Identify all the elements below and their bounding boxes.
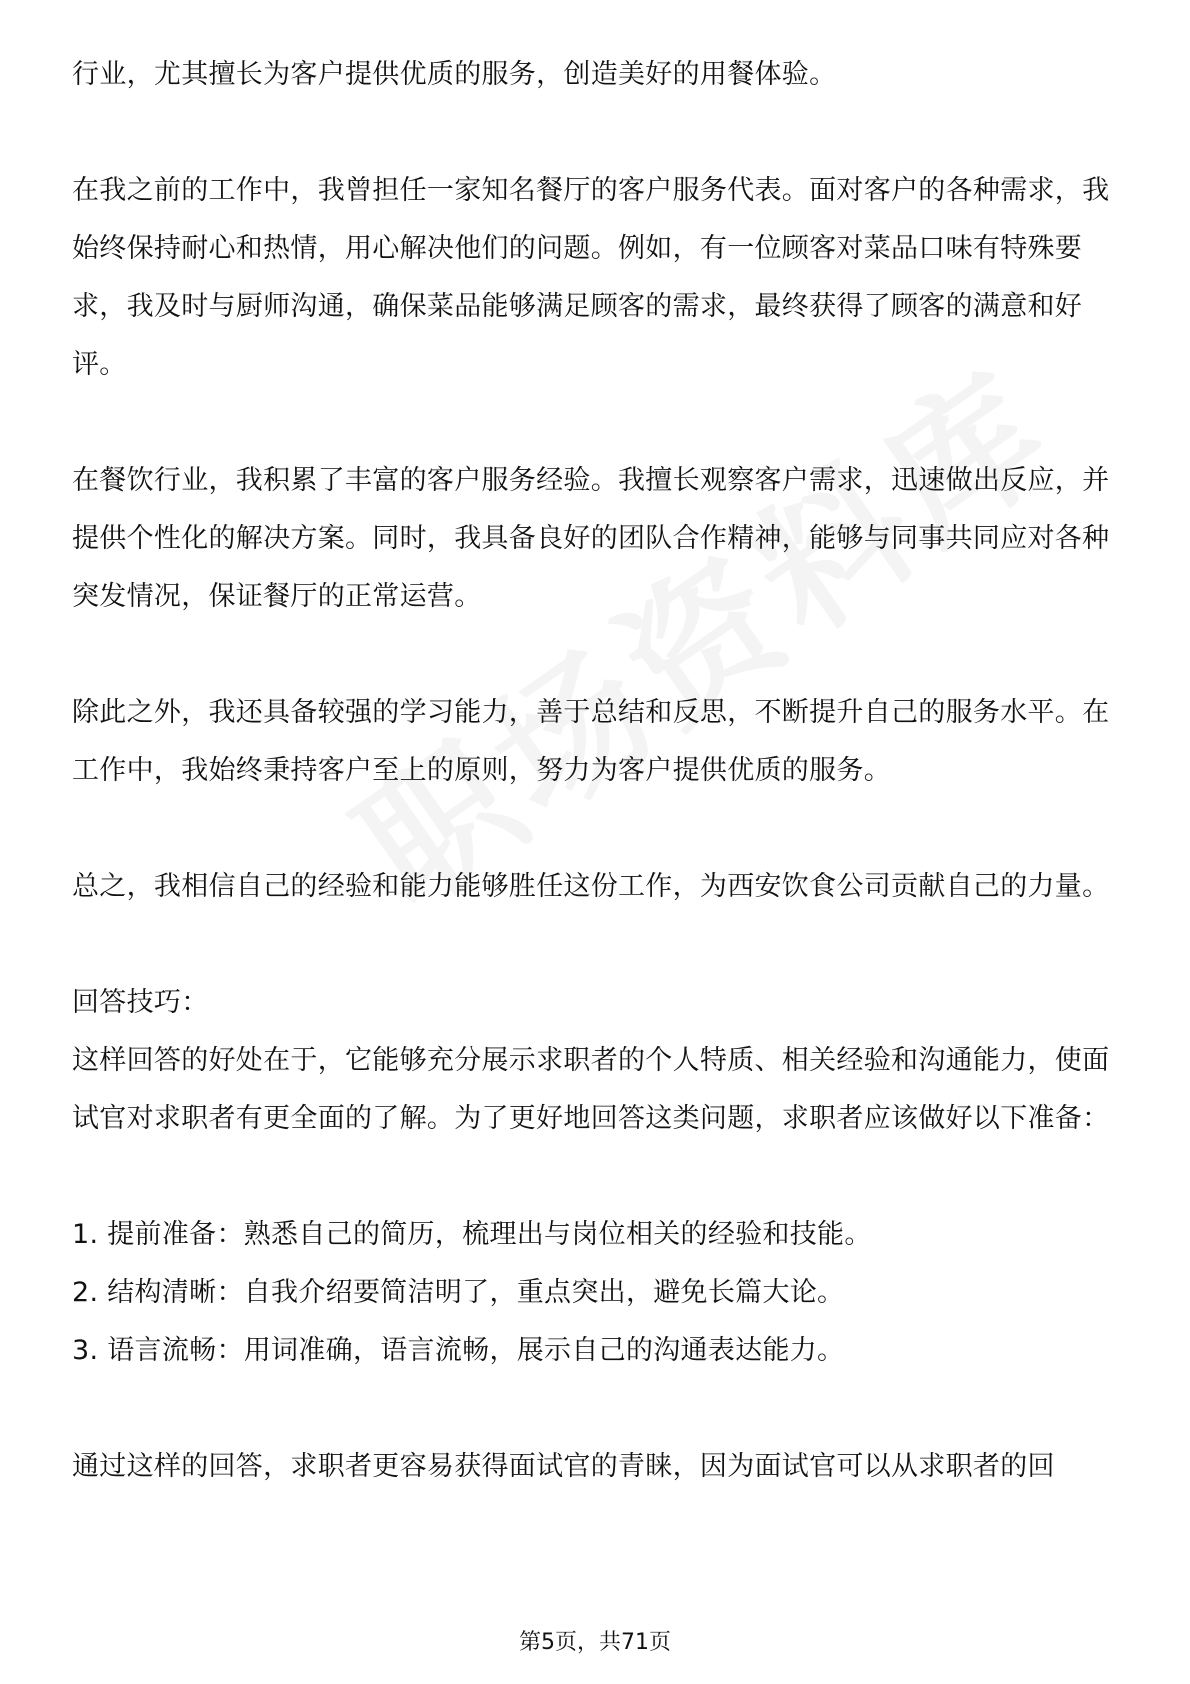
tips-list bbox=[72, 1206, 1122, 1380]
paragraph-5: 总之，我相信自己的经验和能力能够胜任这份工作，为西安饮食公司贡献自己的力量。 bbox=[72, 871, 1110, 902]
document-body bbox=[72, 46, 1122, 1496]
paragraph-4: 除此之外，我还具备较强的学习能力，善于总结和反思，不断提升自己的服务水平。在工作中，我始终秉持客户至上的原则，努力为客户提供优质的服务。 bbox=[72, 697, 1110, 786]
page-number: 第5页，共71页 bbox=[519, 1630, 671, 1655]
tips-closing: 通过这样的回答，求职者更容易获得面试官的青睐，因为面试官可以从求职者的回 bbox=[72, 1451, 1055, 1482]
list-item: 1. 提前准备：熟悉自己的简历，梳理出与岗位相关的经验和技能。 bbox=[72, 1219, 872, 1250]
list-item: 2. 结构清晰：自我介绍要简洁明了，重点突出，避免长篇大论。 bbox=[72, 1277, 845, 1308]
paragraph-1: 行业，尤其擅长为客户提供优质的服务，创造美好的用餐体验。 bbox=[72, 59, 837, 90]
tips-intro: 这样回答的好处在于，它能够充分展示求职者的个人特质、相关经验和沟通能力，使面试官对求职者有更全面的了解。为了更好地回答这类问题，求职者应该做好以下准备： bbox=[72, 1045, 1110, 1134]
paragraph-3: 在餐饮行业，我积累了丰富的客户服务经验。我擅长观察客户需求，迅速做出反应，并提供个性化的解决方案。同时，我具备良好的团队合作精神，能够与同事共同应对各种突发情况，保证餐厅的正常运营。 bbox=[72, 465, 1110, 612]
list-item: 3. 语言流畅：用词准确，语言流畅，展示自己的沟通表达能力。 bbox=[72, 1335, 845, 1366]
tips-heading: 回答技巧： bbox=[72, 987, 209, 1018]
paragraph-2: 在我之前的工作中，我曾担任一家知名餐厅的客户服务代表。面对客户的各种需求，我始终保持耐心和热情，用心解决他们的问题。例如，有一位顾客对菜品口味有特殊要求，我及时与厨师沟通，确保菜品能够满足顾客的需求，最终获得了顾客的满意和好评。 bbox=[72, 175, 1110, 380]
